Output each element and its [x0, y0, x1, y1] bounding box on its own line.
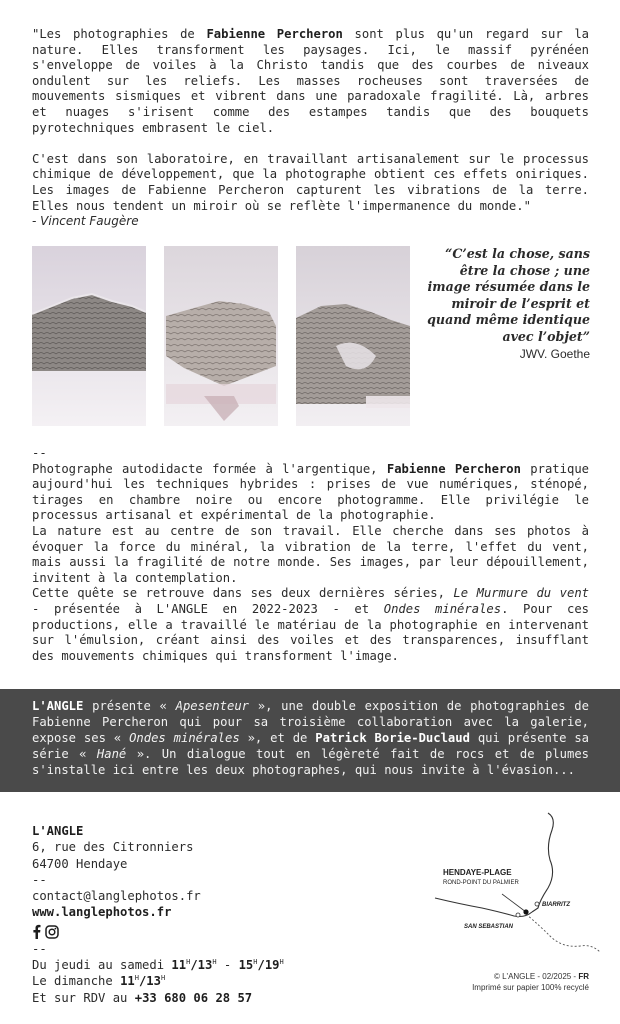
printed-note: Imprimé sur papier 100% recyclé [472, 982, 589, 992]
gallery-name: L'ANGLE [32, 824, 84, 838]
hour: 11 [120, 974, 135, 989]
bio-section [32, 446, 589, 664]
series-title: Hané [96, 747, 127, 761]
social-icons [32, 924, 352, 940]
exhibition-text [32, 698, 589, 778]
photo-triptych [32, 246, 410, 426]
location-marker [523, 909, 528, 914]
bio-text: pratique aujourd'hui les techniques hybrides : prises de vue numériques, sténopé, tirages en chambre noire ou encore photogramme. Elle privilégie le processus artisanal et expérimental de la photographie. [32, 461, 589, 523]
bio-separator: -- [32, 446, 47, 460]
series-title: Ondes minérales [383, 601, 502, 616]
copyright: © L'ANGLE - 02/2025 - [493, 972, 579, 981]
artist-name: Fabienne Percheron [386, 461, 521, 476]
exhibition-banner [0, 689, 620, 792]
banner-text: qui présente sa série « [32, 731, 590, 761]
bio-paragraph-2: La nature est au centre de son travail. Elle cherche dans ses photos à évoquer la force du minéral, la vibration de la terre, l'effet du vent, mais aussi la fragilité de notre monde. Ses images, par leur dépouillement, invitent à la contemplation. [32, 523, 589, 585]
banner-text: », et de [239, 731, 316, 745]
bio-text: . Pour ces productions, elle a travaillé le matériau de la photographie en intervenant sur l'émulsion, créant ainsi des voiles et des transparences, insufflant des mouvements chimiques qui transforment l'image. [32, 601, 590, 663]
bio-text: Cette quête se retrouve dans ses deux dernières séries, [32, 586, 454, 601]
address-street: 6, rue des Citronniers [32, 840, 194, 855]
map-subtitle: ROND-POINT DU PALMIER [443, 880, 519, 886]
hours-label: Le dimanche [32, 974, 121, 989]
banner-text: présente « [83, 699, 176, 713]
series-title: Ondes minérales [129, 731, 240, 745]
hour: /19 [257, 958, 280, 973]
gallery-name: L'ANGLE [32, 699, 84, 713]
banner-text: », une double exposition de photographies de Fabienne Percheron qui pour sa troisième collaboration avec la galerie, expose ses « [32, 699, 589, 745]
intro-paragraph-1 [32, 27, 589, 136]
appointment [32, 990, 352, 1006]
series-title: Le Murmure du vent [453, 586, 590, 601]
hour: /13 [190, 958, 213, 973]
hours-sunday [32, 973, 352, 989]
bio-paragraph-3 [32, 586, 589, 664]
contact-separator: -- [32, 872, 47, 887]
hour-unit: H [279, 958, 284, 967]
hour-unit: H [186, 958, 191, 967]
coastline [532, 813, 553, 912]
website-link[interactable]: www.langlephotos.fr [32, 905, 172, 920]
facebook-icon[interactable] [32, 924, 41, 939]
photo-3 [296, 246, 410, 426]
photo-2 [164, 246, 278, 426]
intro-text: "Les photographies de [32, 27, 207, 41]
label-biarritz: BIARRITZ [542, 902, 570, 908]
exhibition-title: Apesenteur [175, 699, 249, 713]
city-dot [535, 902, 539, 906]
artist-name: Fabienne Percheron [206, 27, 343, 41]
copyright-line [400, 972, 589, 983]
photographer-name: Patrick Borie-Duclaud [315, 731, 470, 745]
intro-section [32, 27, 589, 230]
goethe-quote [420, 246, 590, 363]
rdv-label: Et sur RDV au [32, 990, 135, 1005]
hours-dash: - [216, 958, 239, 973]
intro-signature: - Vincent Faugère [32, 214, 139, 229]
hour: 15 [238, 958, 254, 973]
intro-text: sont plus qu'un regard sur la nature. Elles transforment les paysages. Ici, le massif pyrénéen s'enveloppe de voiles à la Christo tandis que des courbes de niveaux ondulent sur les reliefs. Les masses rocheuses sont traversées de mouvements sismiques et vibrent dans une paradoxale fragilité. Là, arbres et nuages s'irisent comme des estampes tandis que des bouquets pyrotechniques embrasent le ciel. [32, 27, 589, 135]
photo-1 [32, 246, 146, 426]
map-title: HENDAYE-PLAGE [443, 868, 512, 877]
contact-block [32, 823, 352, 1006]
hour-unit: H [253, 958, 258, 967]
contact-separator: -- [32, 941, 47, 956]
bio-text: - présentée à L'ANGLE en 2022-2023 - et [32, 601, 384, 616]
hour-unit: H [212, 958, 217, 967]
phone-number[interactable]: +33 680 06 28 57 [134, 990, 253, 1005]
hour-unit: H [160, 974, 166, 983]
label-san-sebastian: SAN SEBASTIAN [464, 924, 514, 930]
bio-paragraph-1 [32, 462, 589, 524]
footer-note [400, 972, 589, 993]
hours-label: Du jeudi au samedi [32, 958, 172, 973]
hour: /13 [138, 974, 161, 989]
city-dot [516, 913, 520, 917]
location-map [430, 808, 605, 968]
pointer-line [502, 894, 526, 912]
hour-unit: H [134, 974, 139, 983]
intro-paragraph-2: C'est dans son laboratoire, en travaillant artisanalement sur le processus chimique de développement, que la photographe obtient ces effets oniriques. Les images de Fabienne Percheron capturent les vibrations de la terre. Elles nous tendent un miroir où se reflète l'impermanence du monde." [32, 151, 589, 213]
address-city: 64700 Hendaye [32, 856, 128, 871]
bio-text: Photographe autodidacte formée à l'argentique, [32, 461, 387, 476]
hour: 11 [171, 958, 187, 973]
hours-weekdays [32, 957, 352, 973]
instagram-icon[interactable] [45, 925, 59, 939]
banner-text: ». Un dialogue tout en légèreté fait de rocs et de plumes s'installe ici entre les deux photographes, qui nous invite à l'évasion... [32, 747, 590, 777]
border-line [526, 914, 600, 952]
email-link[interactable]: contact@langlephotos.fr [32, 889, 201, 904]
quote-author: JWV. Goethe [519, 347, 590, 361]
language: FR [578, 972, 589, 981]
quote-text: “C’est la chose, sans être la chose ; une image résumée dans le miroir de l’esprit et quand même identique avec l’objet” [427, 246, 590, 344]
